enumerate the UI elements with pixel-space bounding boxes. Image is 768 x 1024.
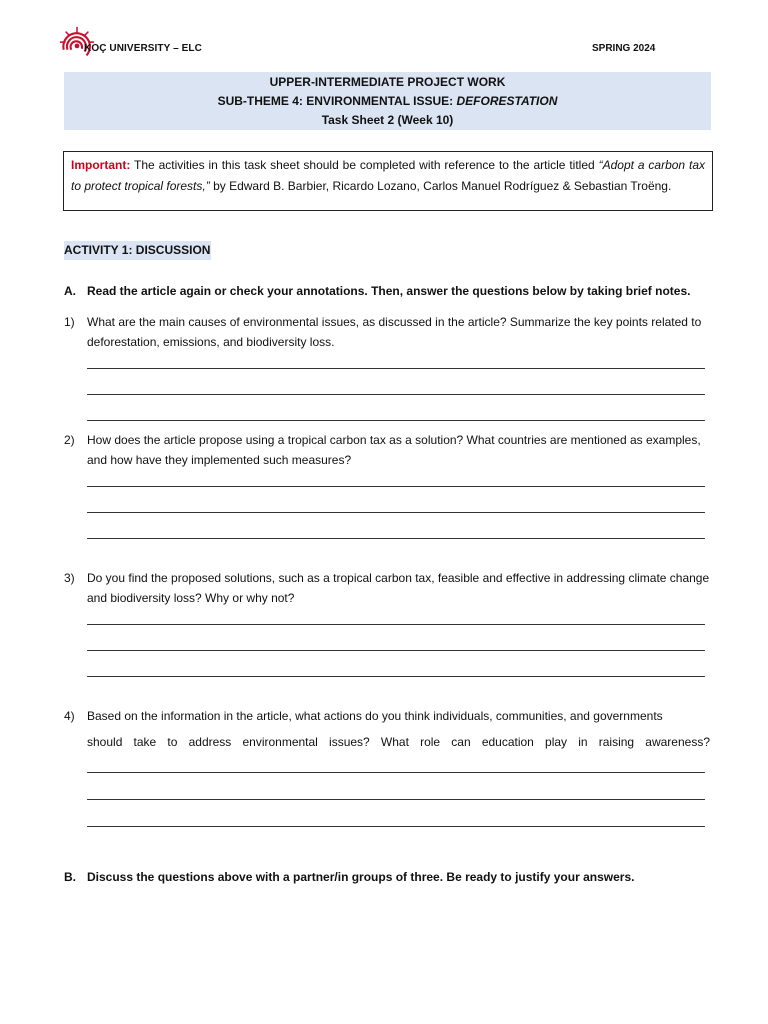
important-label: Important: <box>71 158 131 172</box>
important-note: Important: The activities in this task sheet should be completed with reference to the article titled “Adopt a carbon tax to protect tropical forests,” by Edward B. Barbier, Ricardo Lozano, Carlos Manuel Rodríguez & Sebastian Troëng. <box>63 151 713 211</box>
part-a-text: Read the article again or check your annotations. Then, answer the questions below by taking brief notes. <box>87 284 691 298</box>
answer-line[interactable] <box>87 772 705 773</box>
question-number: 3) <box>64 571 75 585</box>
question-text-line-2: should take to address environmental issues? What role can education play in raising awareness? <box>87 735 710 749</box>
part-b-text: Discuss the questions above with a partner/in groups of three. Be ready to justify your answers. <box>87 870 635 884</box>
question-text: How does the article propose using a tropical carbon tax as a solution? What countries are mentioned as examples, and how have they implemented such measures? <box>87 433 701 467</box>
question-1 <box>64 312 714 352</box>
answer-line[interactable] <box>87 676 705 677</box>
answer-line[interactable] <box>87 368 705 369</box>
sub-theme-title: SUB-THEME 4: ENVIRONMENTAL ISSUE: DEFORESTATION <box>217 93 558 108</box>
answer-line[interactable] <box>87 624 705 625</box>
activity-heading: ACTIVITY 1: DISCUSSION <box>64 241 211 260</box>
title-band <box>64 72 711 130</box>
question-4 <box>64 706 714 756</box>
university-name: KOÇ UNIVERSITY – ELC <box>84 43 202 54</box>
answer-line[interactable] <box>87 486 705 487</box>
answer-line[interactable] <box>87 394 705 395</box>
question-number: 4) <box>64 709 75 723</box>
answer-line[interactable] <box>87 538 705 539</box>
article-title: “Adopt a carbon tax to protect tropical forests,” <box>71 158 705 193</box>
question-text: Do you find the proposed solutions, such as a tropical carbon tax, feasible and effective in addressing climate change and biodiversity loss? Why or why not? <box>87 571 710 605</box>
part-b-letter: B. <box>64 870 76 884</box>
answer-line[interactable] <box>87 650 705 651</box>
answer-line[interactable] <box>87 826 705 827</box>
question-number: 1) <box>64 315 75 329</box>
question-text: What are the main causes of environmental issues, as discussed in the article? Summarize the key points related to deforestation, emissions, and biodiversity loss. <box>87 315 702 349</box>
part-a-letter: A. <box>64 284 76 298</box>
answer-line[interactable] <box>87 512 705 513</box>
semester-label: SPRING 2024 <box>592 43 656 54</box>
question-number: 2) <box>64 433 75 447</box>
part-b-instruction <box>64 869 714 885</box>
question-3 <box>64 568 714 608</box>
question-2 <box>64 430 714 470</box>
task-sheet-title: Task Sheet 2 (Week 10) <box>321 112 454 127</box>
answer-line[interactable] <box>87 420 705 421</box>
part-a-instruction <box>64 283 714 299</box>
sub-theme-topic: DEFORESTATION <box>456 93 558 108</box>
answer-line[interactable] <box>87 799 705 800</box>
project-title: UPPER-INTERMEDIATE PROJECT WORK <box>269 74 506 89</box>
question-text-line-1: Based on the information in the article, what actions do you think individuals, communities, and governments <box>87 709 663 723</box>
